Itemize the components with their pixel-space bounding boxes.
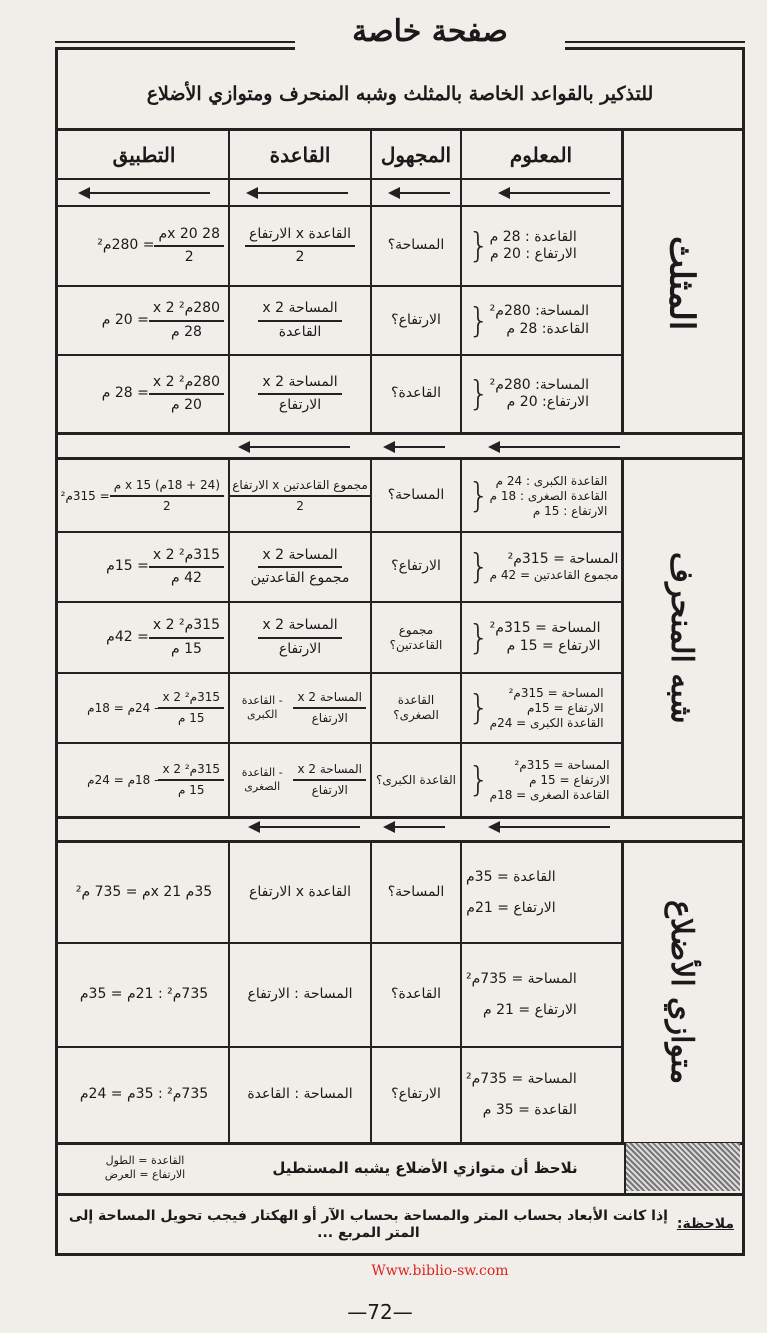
page-number: —72— [347, 1300, 413, 1324]
known-cell: المساحة = 315م² الارتفاع = 15 م { [468, 617, 601, 658]
known-cell: المساحة = 315م² الارتفاع = 15 م القاعدة الصغرى = 18م { [468, 757, 610, 802]
unknown-cell: الارتفاع؟ [391, 311, 441, 328]
known-cell: القاعدة = 35م الارتفاع = 21م [466, 868, 556, 916]
arrow-left [250, 826, 360, 828]
header-known: المعلوم [509, 142, 573, 167]
title-banner [55, 14, 745, 58]
rule-cell: $\frac{\text{مجموع القاعدتين x الارتفاع}}{2}$ [230, 461, 370, 531]
arrow-left [500, 192, 610, 194]
remark [62, 1198, 738, 1252]
rule-cell: $\frac{\text{المساحة x 2}}{\text{الارتفاع}}$ [230, 356, 370, 432]
arrow-left [240, 446, 350, 448]
header-application: التطبيق [112, 142, 176, 167]
application-cell: $\frac{\text{28 x 20م}}{2}$ = 280م² [60, 207, 228, 285]
page-title: صفحة خاصة [352, 14, 508, 49]
unknown-cell: القاعدة الصغرى؟ [393, 693, 439, 722]
known-cell: المساحة: 280م² القاعدة: 28 م { [468, 300, 590, 341]
known-cell: القاعدة الكبرى : 24 م القاعدة الصغرى : 18 م الارتفاع : 15 م { [468, 473, 608, 518]
application-cell: 735م² : 21م = 35م [79, 986, 209, 1003]
arrow-left [385, 826, 445, 828]
unknown-cell: القاعدة؟ [391, 986, 441, 1003]
rule-cell: $\frac{\text{المساحة x 2}}{\text{الارتفاع}}$ [230, 603, 370, 672]
application-cell: $\frac{\text{315م² x 2}}{\text{15 م}}$ - 24م = 18م [60, 674, 228, 742]
rule-cell: القاعدة x الارتفاع [249, 884, 351, 901]
known-cell: المساحة = 315م² الارتفاع = 15م القاعدة الكبرى = 24م { [468, 685, 604, 730]
known-cell: القاعدة : 28 م الارتفاع : 20 م { [468, 226, 577, 266]
application-cell: $\frac{\text{315م² x 2}}{\text{15 م}}$ = 42م [60, 603, 228, 672]
arrow-left [490, 826, 610, 828]
application-cell: $\frac{\text{280م² x 2}}{\text{28 م}}$ = 20 م [60, 287, 228, 354]
pattern-swatch [626, 1143, 740, 1191]
rule-cell: المساحة : الارتفاع [247, 986, 353, 1003]
rule-cell: $\frac{\text{المساحة x 2}}{\text{مجموع القاعدتين}}$ [250, 546, 350, 586]
arrow-left [390, 192, 450, 194]
unknown-cell: مجموع القاعدتين؟ [389, 622, 443, 652]
unknown-cell: المساحة؟ [387, 884, 445, 901]
arrow-left [385, 446, 445, 448]
section-label-triangle: المثلث [661, 236, 702, 331]
rule-cell: $\frac{\text{المساحة x 2}}{\text{الارتفاع}}$ - القاعدة الكبرى [230, 674, 370, 742]
unknown-cell: المساحة؟ [387, 237, 445, 254]
application-cell: $\frac{\text{315م² x 2}}{\text{15 م}}$ - 18م = 24م [60, 744, 228, 816]
website-watermark: Www.biblio-sw.com [371, 1263, 509, 1279]
unknown-cell: المساحة؟ [387, 487, 445, 504]
unknown-cell: الارتفاع؟ [391, 558, 441, 575]
remark-text: إذا كانت الأبعاد بحساب المتر والمساحة بحساب الآر أو الهكتار فيجب تحويل المساحة إلى المتر المربع ... [68, 1207, 668, 1241]
rule-cell: $\frac{\text{القاعدة x الارتفاع}}{2}$ [230, 207, 370, 285]
application-cell: 735م² : 35م = 24م [79, 1086, 209, 1103]
application-cell: $\frac{\text{315م² x 2}}{\text{42 م}}$ = 15م [60, 533, 228, 601]
subtitle: للتذكير بالقواعد الخاصة بالمثلث وشبه المنحرف ومتوازي الأضلاع [146, 83, 654, 106]
known-cell: المساحة = 315م² مجموع القاعدتين = 42 م { [468, 547, 619, 587]
header-rule: القاعدة [269, 142, 331, 167]
unknown-cell: الارتفاع؟ [391, 1086, 441, 1103]
arrow-left [490, 446, 620, 448]
arrow-left [248, 192, 348, 194]
rule-cell: المساحة : القاعدة [247, 1086, 353, 1103]
known-cell: المساحة: 280م² الارتفاع: 20 م { [468, 374, 590, 414]
header-unknown: المجهول [380, 142, 452, 167]
application-cell: $\frac{\text{(24 + 18م) x 15 م}}{2}$ = 315م² [60, 461, 228, 531]
application-cell: $\frac{\text{280م² x 2}}{\text{20 م}}$ = 28 م [60, 356, 228, 432]
known-cell: المساحة = 735م² القاعدة = 35 م [466, 1070, 577, 1118]
section-label-parallelogram: متوازي الأضلاع [664, 900, 699, 1085]
arrow-left [80, 192, 210, 194]
rule-cell: $\frac{\text{المساحة x 2}}{\text{الارتفاع}}$ - القاعدة الصغرى [230, 744, 370, 816]
footer-note: نلاحظ أن متوازي الأضلاع يشبه المستطيل [272, 1158, 578, 1177]
application-cell: 35م x 21م = 735 م² [75, 884, 213, 901]
unknown-cell: القاعدة الكبرى؟ [376, 772, 456, 787]
rule-cell: $\frac{\text{المساحة x 2}}{\text{القاعدة}}$ [230, 287, 370, 354]
remark-label: ملاحظة: [676, 1216, 734, 1233]
known-cell: المساحة = 735م² الارتفاع = 21 م [466, 970, 577, 1018]
footer-map: القاعدة = الطول الارتفاع = العرض [104, 1154, 186, 1181]
unknown-cell: القاعدة؟ [391, 385, 441, 402]
section-label-trapezoid: شبه المنحرف [664, 552, 699, 724]
